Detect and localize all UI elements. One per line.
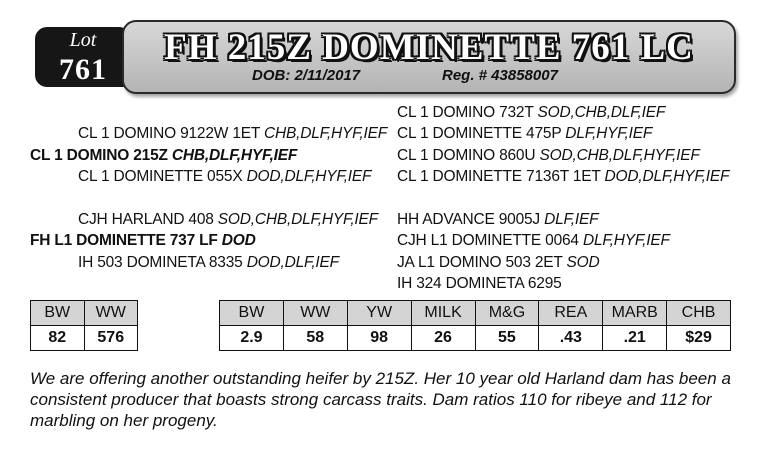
- lot-number: 761: [59, 53, 107, 86]
- pedigree-name: CL 1 DOMINO 860U: [397, 147, 536, 164]
- pedigree-dam-dam-dam-dam: [397, 275, 562, 293]
- registration-number: Reg. # 43858007: [442, 67, 558, 84]
- pedigree-name: FH L1 DOMINETTE 737 LF: [30, 232, 218, 249]
- table-cell: 26: [411, 326, 475, 351]
- table-header-cell: REA: [539, 301, 603, 326]
- pedigree-name: CJH HARLAND 408: [78, 211, 214, 228]
- pedigree-traits: SOD: [566, 254, 600, 271]
- lot-badge: [35, 27, 131, 87]
- date-of-birth: DOB: 2/11/2017: [252, 67, 361, 84]
- table-header-cell: WW: [283, 301, 347, 326]
- pedigree-traits: DOD: [221, 232, 256, 249]
- pedigree-traits: DOD,DLF,HYF,IEF: [604, 168, 730, 185]
- pedigree-dam-sire-dam: [397, 232, 670, 250]
- pedigree-dam-dam-dam-sire: [397, 254, 600, 272]
- pedigree-name: CL 1 DOMINETTE 7136T 1ET: [397, 168, 601, 185]
- pedigree-traits: DLF,HYF,IEF: [582, 232, 670, 249]
- pedigree-sire-dam-dam: [397, 168, 729, 186]
- pedigree-dam-sire: [78, 211, 378, 229]
- pedigree-name: CL 1 DOMINO 9122W 1ET: [78, 125, 260, 142]
- pedigree-traits: DLF,IEF: [544, 211, 599, 228]
- pedigree-name: CL 1 DOMINETTE 055X: [78, 168, 243, 185]
- table-header-cell: CHB: [667, 301, 731, 326]
- pedigree-traits: SOD,CHB,DLF,IEF: [537, 104, 666, 121]
- table-header-cell: MARB: [603, 301, 667, 326]
- pedigree-traits: DOD,DLF,HYF,IEF: [246, 168, 372, 185]
- table-cell: 98: [347, 326, 411, 351]
- pedigree-name: HH ADVANCE 9005J: [397, 211, 540, 228]
- pedigree-name: IH 503 DOMINETA 8335: [78, 254, 243, 271]
- pedigree-sire-sire-dam: [397, 125, 652, 143]
- pedigree-sire: [30, 147, 297, 165]
- pedigree-traits: SOD,CHB,DLF,HYF,IEF: [539, 147, 700, 164]
- table-cell: 2.9: [220, 326, 284, 351]
- pedigree-sire-dam-sire: [397, 147, 700, 165]
- pedigree-dam-dam: [78, 254, 339, 272]
- table-cell: 58: [283, 326, 347, 351]
- table-header-cell: BW: [220, 301, 284, 326]
- table-header-cell: WW: [84, 301, 138, 326]
- pedigree-dam: [30, 232, 256, 250]
- pedigree-sire-sire: [78, 125, 387, 143]
- table-header-row: [220, 301, 731, 326]
- lot-description: We are offering another outstanding heifer by 215Z. Her 10 year old Harland dam has been a consistent producer that boasts strong carcass traits. Dam ratios 110 for ribeye and 112 for marbling on her progeny.: [30, 369, 731, 430]
- table-cell: .21: [603, 326, 667, 351]
- pedigree-traits: SOD,CHB,DLF,HYF,IEF: [217, 211, 378, 228]
- epd-table: [219, 300, 731, 351]
- pedigree-traits: DLF,HYF,IEF: [565, 125, 653, 142]
- pedigree-dam-dam-sire: [397, 211, 598, 229]
- pedigree-sire-dam: [78, 168, 371, 186]
- table-header-cell: MILK: [411, 301, 475, 326]
- table-header-cell: YW: [347, 301, 411, 326]
- title-bar: [122, 20, 736, 94]
- pedigree-name: CL 1 DOMINO 732T: [397, 104, 534, 121]
- pedigree-traits: DOD,DLF,IEF: [246, 254, 339, 271]
- lot-label: Lot: [69, 29, 97, 51]
- table-header-cell: BW: [31, 301, 85, 326]
- table-cell: 55: [475, 326, 539, 351]
- table-row: [31, 326, 138, 351]
- pedigree-sire-sire-sire: [397, 104, 665, 122]
- pedigree-name: CJH L1 DOMINETTE 0064: [397, 232, 579, 249]
- table-row: [220, 326, 731, 351]
- table-cell: 576: [84, 326, 138, 351]
- pedigree-name: JA L1 DOMINO 503 2ET: [397, 254, 563, 271]
- actual-weights-table: [30, 300, 138, 351]
- animal-name: FH 215Z DOMINETTE 761 LC: [164, 27, 694, 68]
- table-cell: $29: [667, 326, 731, 351]
- table-header-row: [31, 301, 138, 326]
- pedigree-name: CL 1 DOMINO 215Z: [30, 147, 168, 164]
- pedigree-name: IH 324 DOMINETA 6295: [397, 275, 562, 292]
- table-cell: 82: [31, 326, 85, 351]
- table-header-cell: M&G: [475, 301, 539, 326]
- pedigree-traits: CHB,DLF,HYF,IEF: [263, 125, 388, 142]
- table-cell: .43: [539, 326, 603, 351]
- pedigree-name: CL 1 DOMINETTE 475P: [397, 125, 562, 142]
- pedigree-traits: CHB,DLF,HYF,IEF: [171, 147, 298, 164]
